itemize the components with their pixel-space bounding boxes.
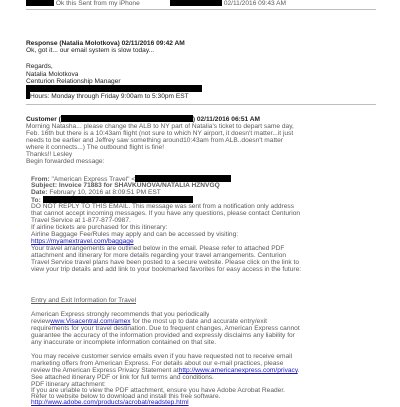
privacy-line: marketing offers from American Express. For details about our e-mail practices, please	[31, 360, 284, 367]
pdf-heading: PDF itinerary attachment:	[31, 381, 106, 388]
terms-line: See attached itinerary PDF or link for full terms and conditions.	[31, 374, 214, 381]
signature-regards: Regards,	[26, 63, 53, 70]
date-label: Date:	[31, 189, 48, 196]
notice-line: that cannot accept incoming messages. If you have any questions, please contact Centurion	[31, 210, 301, 217]
pdf-line: Refer to website below to download and install this free software.	[31, 393, 221, 400]
customer-body-line: Feb. 16th but there is a 10:43am flight (not sure to which NY airport, it doesn't matter...it just	[26, 130, 294, 137]
customer-body-line: where it connects...) The outbound flight is fine!	[26, 144, 165, 151]
entry-exit-line: requirements for your travel destination. Due to frequent changes, American Express cannot	[31, 325, 300, 332]
body-line: Travel Service travel plans have been posted to a secure website. Please click on the link to	[31, 259, 300, 266]
privacy-text: review the American Express Privacy Statement at	[31, 367, 179, 374]
top-message	[26, 0, 140, 8]
from-value: "American Express Travel" <	[51, 176, 136, 183]
body-line: view your trip details and add link to your bookmarked favorites for easy access in the future:	[31, 266, 302, 273]
customer-body-line: Thanks!! Lesley	[26, 151, 73, 158]
redaction-block	[61, 115, 193, 122]
response-header: Response (Natalia Molotkova) 02/11/2016 09:42 AM	[26, 40, 185, 47]
baggage-link-text[interactable]: https://myamextravel.com/baggage	[31, 238, 134, 245]
redaction-block	[26, 0, 54, 6]
notice-line: Travel Service at 1-877-877-0987.	[31, 217, 131, 224]
to-label: To:	[31, 197, 41, 204]
redaction-block	[43, 196, 193, 203]
adobe-link-text[interactable]: http://www.adobe.com/products/acrobat/readstep.html	[31, 399, 189, 406]
redaction-block	[26, 85, 202, 92]
review-text: review	[31, 318, 51, 325]
subject-value: Invoice 71883 for SHAVKUNOVA/NATALIA HZNVGQ	[58, 182, 220, 189]
from-label: From:	[31, 176, 50, 183]
separator	[26, 104, 376, 105]
visacentral-link[interactable]: www.Visacentral.com/amex	[50, 318, 131, 325]
adobe-link[interactable]	[31, 399, 189, 407]
review-text-after: for the most up to date and accurate entry/exit	[132, 318, 267, 325]
privacy-line: You may receive customer service emails even if you have requested not to receive email	[31, 353, 293, 360]
customer-body-line: Morning Natasha... please change the ALB to NY part of Natalia's ticket to depart same day,	[26, 123, 294, 130]
customer-label: Customer (	[26, 116, 61, 123]
body-line: Your travel arrangements are outlined below in the email. Please refer to attached PDF	[31, 245, 285, 252]
privacy-period: .	[297, 367, 300, 374]
date-value: February 10, 2016 at 8:09:51 PM EST	[49, 189, 161, 196]
customer-body-line: Begin forwarded message:	[26, 158, 105, 165]
subject-label: Subject:	[31, 182, 58, 189]
signature-hours-text: Hours: Monday through Friday 9:00am to 5:30pm EST	[30, 93, 189, 100]
redaction-block	[170, 0, 222, 6]
entry-exit-line: American Express strongly recommends that you periodically	[31, 311, 210, 318]
pdf-line: If you are unable to view the PDF attachment, ensure you have Adobe Acrobat Reader.	[31, 387, 286, 394]
notice-line: DO NOT REPLY TO THIS EMAIL. This message was sent from a notification only address	[31, 203, 295, 210]
customer-body-line: needs to be earlier and Jeffrey saw something around10:43am from ALB..doesn't matter	[26, 137, 283, 144]
notice-line: If airline tickets are purchased for this itinerary:	[31, 224, 168, 231]
top-message-text: Ok this Sent from my iPhone	[55, 0, 140, 7]
signature-title: Centurion Relationship Manager	[26, 78, 121, 85]
redaction-block	[135, 175, 231, 182]
signature-name: Natalia Molotkova	[26, 71, 79, 78]
customer-time: ) 02/11/2016 06:51 AM	[192, 116, 261, 123]
privacy-link[interactable]: http://www.americanexpress.com/privacy	[178, 367, 298, 374]
entry-exit-heading: Entry and Exit Information for Travel	[31, 297, 137, 304]
body-line: attachment and itinerary for more details regarding your travel arrangements. Centurion	[31, 252, 287, 259]
notice-line: Airline Baggage Fee/Rules may apply and can be accessed by visiting:	[31, 231, 239, 238]
top-message-time: 02/11/2016 09:43 AM	[223, 0, 287, 7]
entry-exit-line: any inaccurate or incomplete information contained on that site.	[31, 339, 217, 346]
signature-hours	[26, 92, 189, 101]
top-message-right	[170, 0, 286, 8]
response-line: Ok, got it... our email system is slow today...	[26, 47, 155, 54]
entry-exit-line: guarantee the accuracy of the information provided and expressly disclaims any liability for	[31, 332, 295, 339]
separator	[26, 9, 376, 10]
